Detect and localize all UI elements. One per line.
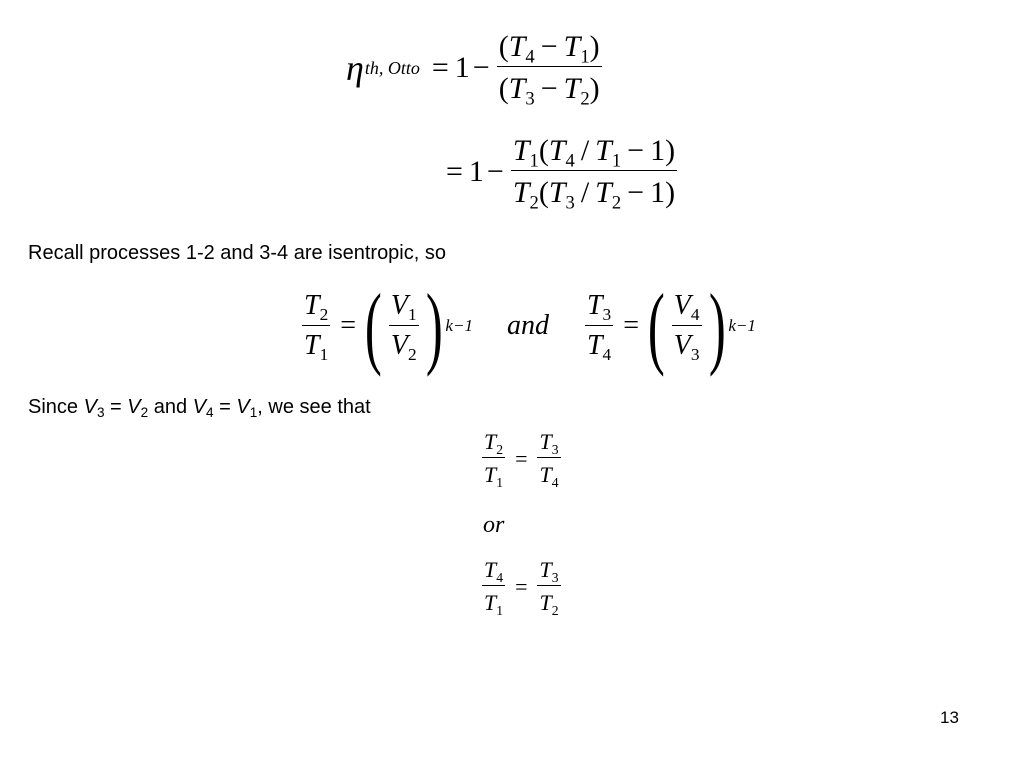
since-sentence: Since $V_3 = V_2$ and $V_4 = V_1$, we see that bbox=[28, 396, 371, 421]
equals-sign: = bbox=[515, 573, 528, 599]
fraction-numerator: $(T_4 - T_1)$ bbox=[498, 30, 600, 68]
otto-efficiency-expanded bbox=[446, 134, 681, 214]
isentropic-relations: $\frac{T_2}{T_1}$ = ( $\frac{V_1}{V_2}$ ) k−1 and $\frac{T_3}{T_4}$ = ( $\frac{V_4}{V_3}$ ) k−1 bbox=[304, 275, 756, 377]
temperature-ratio-fraction bbox=[511, 134, 677, 214]
minus-sign: − bbox=[472, 50, 490, 84]
left-paren: ( bbox=[364, 275, 382, 377]
otto-efficiency-equation: η th, Otto = 1 − $\frac{(T_4 - T_1)}{(T_3 - T_2)}$ bbox=[346, 30, 600, 110]
t2-over-t1: $\frac{T_2}{T_1}$ bbox=[484, 429, 504, 490]
t4-over-t1: $\frac{T_4}{T_1}$ bbox=[484, 557, 504, 618]
equals-sign: = bbox=[623, 310, 640, 342]
recall-sentence: Recall processes 1-2 and 3-4 are isentropic, so bbox=[28, 242, 446, 264]
equals-sign: = bbox=[431, 50, 449, 84]
one: 1 bbox=[468, 154, 484, 188]
equals-sign: = bbox=[340, 310, 357, 342]
right-paren: ) bbox=[425, 275, 443, 377]
equals-sign: = bbox=[515, 445, 528, 471]
t3-over-t4: $\frac{T_3}{T_4}$ bbox=[539, 429, 559, 490]
v4-over-v3: $\frac{V_4}{V_3}$ bbox=[673, 289, 700, 364]
minus-sign: − bbox=[486, 154, 504, 188]
t3-over-t4: $\frac{T_3}{T_4}$ bbox=[586, 289, 612, 364]
and-word: and bbox=[506, 310, 549, 342]
right-paren: ) bbox=[708, 275, 726, 377]
fraction-denominator: $T_2(T_3 / T_2 - 1)$ bbox=[511, 170, 677, 209]
v1-over-v2: $\frac{V_1}{V_2}$ bbox=[390, 289, 417, 364]
left-paren: ( bbox=[647, 275, 665, 377]
ratio-equality-1 bbox=[478, 429, 565, 490]
ratio-equality-2 bbox=[478, 557, 565, 618]
one: 1 bbox=[454, 50, 470, 84]
eta-symbol: η bbox=[346, 47, 364, 88]
equals-sign: = bbox=[446, 154, 463, 188]
or-word: or bbox=[483, 512, 505, 538]
temperature-fraction bbox=[497, 30, 602, 110]
fraction-numerator: $T_1(T_4 / T_1 - 1)$ bbox=[512, 134, 676, 172]
t2-over-t1: $\frac{T_2}{T_1}$ bbox=[304, 289, 329, 364]
page-number: 13 bbox=[940, 708, 959, 727]
t3-over-t2: $\frac{T_3}{T_2}$ bbox=[539, 557, 559, 618]
fraction-denominator: $(T_3 - T_2)$ bbox=[497, 66, 602, 105]
